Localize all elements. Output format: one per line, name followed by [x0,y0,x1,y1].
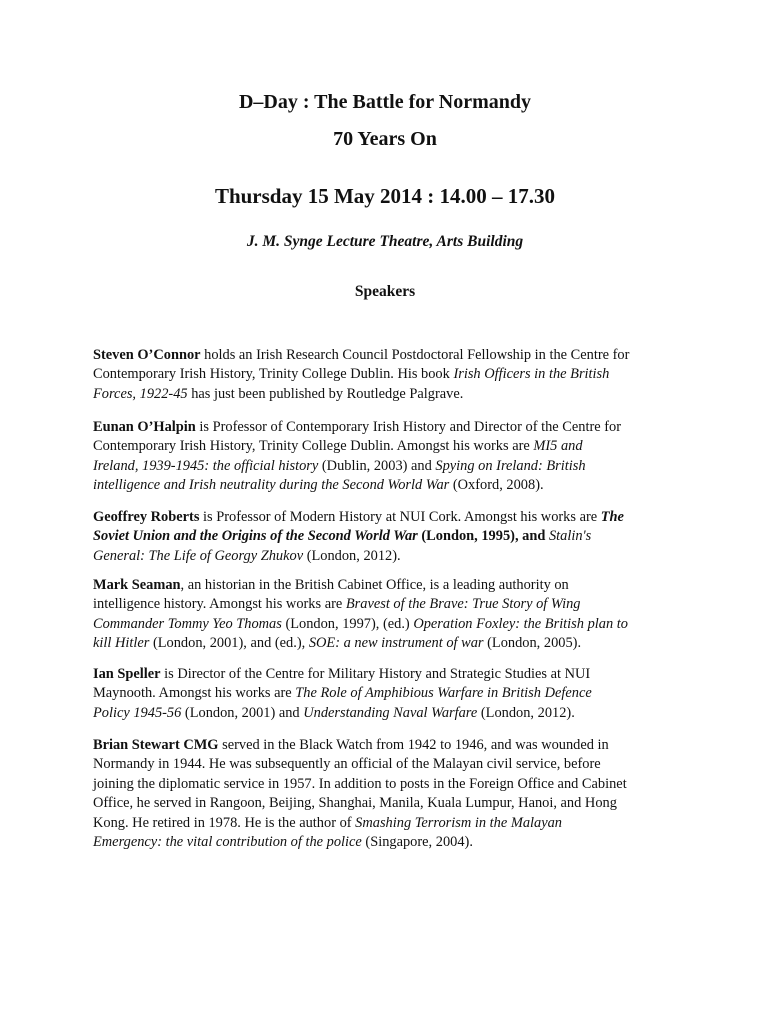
speaker-bio-stewart: Brian Stewart CMG served in the Black Watch from 1942 to 1946, and was wounded in Normandy in 1944. He was subsequently an official of the Malayan civil service, before joining the diplomatic service in 1957. In addition to posts in the Foreign Office and Cabinet Office, he served in Rangoon, Beijing, Shanghai, Manila, Kuala Lumpur, Hanoi, and Hong Kong. He retired in 1978. He is the author of Smashing Terrorism in the Malayan Emergency: the vital contribution of the police (Singapore, 2004). [93,737,627,851]
speaker-bio-roberts: Geoffrey Roberts is Professor of Modern History at NUI Cork. Amongst his works are The Soviet Union and the Origins of the Second World War (London, 1995), and Stalin's General: The Life of Georgy Zhukov (London, 2012). [93,509,624,564]
book-title: Commander Tommy Yeo Thomas [93,615,282,632]
book-title: Smashing Terrorism in the Malayan [355,814,562,831]
speaker-name: Steven O’Connor [93,347,201,363]
book-title: MI5 and [533,438,583,455]
book-title: Spying on Ireland: British [435,457,586,474]
book-title: Emergency: the vital contribution of the police [93,834,362,851]
speaker-bio-ohalpin: Eunan O’Halpin is Professor of Contemporary Irish History and Director of the Centre for Contemporary Irish History, Trinity College Dublin. Amongst his works are MI5 and Ireland, 1939-1945: the official history (Dublin, 2003) and Spying on Ireland: British intelligence and Irish neutrality during the Second World War (Oxford, 2008). [93,419,622,494]
book-title: The Role of Amphibious Warfare in British Defence [295,685,592,702]
event-venue: J. M. Synge Lecture Theatre, Arts Building [246,233,524,250]
speaker-name: Ian Speller [93,666,161,682]
speaker-bio-seaman: Mark Seaman, an historian in the British Cabinet Office, is a leading authority on intelligence history. Amongst his works are Bravest of the Brave: True Story of Wing Commander Tommy Yeo Thomas (London, 1997), (ed.) Operation Foxley: the British plan to kill Hitler (London, 2001), and (ed.), SOE: a new instrument of war (London, 2005). [93,577,628,652]
book-title: Stalin's [548,528,592,545]
book-title: Policy 1945-56 [93,704,182,721]
book-title: intelligence and Irish neutrality during the Second World War [93,477,450,494]
book-title: The [600,509,624,525]
book-title: Bravest of the Brave: True Story of Wing [345,596,581,613]
speaker-name: Geoffrey Roberts [93,509,200,525]
book-title: Understanding Naval Warfare [303,704,478,721]
event-subtitle: 70 Years On [333,128,437,150]
speaker-name: Mark Seaman [93,577,181,593]
book-title: Ireland, 1939-1945: the official history [93,457,319,474]
speakers-heading: Speakers [354,283,416,300]
book-title: Forces, 1922-45 [93,385,188,402]
book-title: Soviet Union and the Origins of the Second World War [93,528,418,545]
book-title: SOE: a new instrument of war [308,635,484,652]
speaker-bio-oconnor: Steven O’Connor holds an Irish Research Council Postdoctoral Fellowship in the Centre for Contemporary Irish History, Trinity College Dublin. His book Irish Officers in the British Forces, 1922-45 has just been published by Routledge Palgrave. [93,347,630,402]
book-title: kill Hitler [93,635,150,652]
event-title: D–Day : The Battle for Normandy [238,91,532,113]
speaker-bio-speller: Ian Speller is Director of the Centre for Military History and Strategic Studies at NUI Maynooth. Amongst his works are The Role of Amphibious Warfare in British Defence Policy 1945-56 (London, 2001) and Understanding Naval Warfare (London, 2012). [93,666,592,721]
book-title: General: The Life of Georgy Zhukov [93,547,304,564]
event-date-time: Thursday 15 May 2014 : 14.00 – 17.30 [214,184,556,208]
speaker-name: Brian Stewart CMG [93,737,219,753]
book-title: Operation Foxley: the British plan to [413,615,628,632]
book-title: Irish Officers in the British [453,366,610,383]
speaker-name: Eunan O’Halpin [93,419,196,435]
